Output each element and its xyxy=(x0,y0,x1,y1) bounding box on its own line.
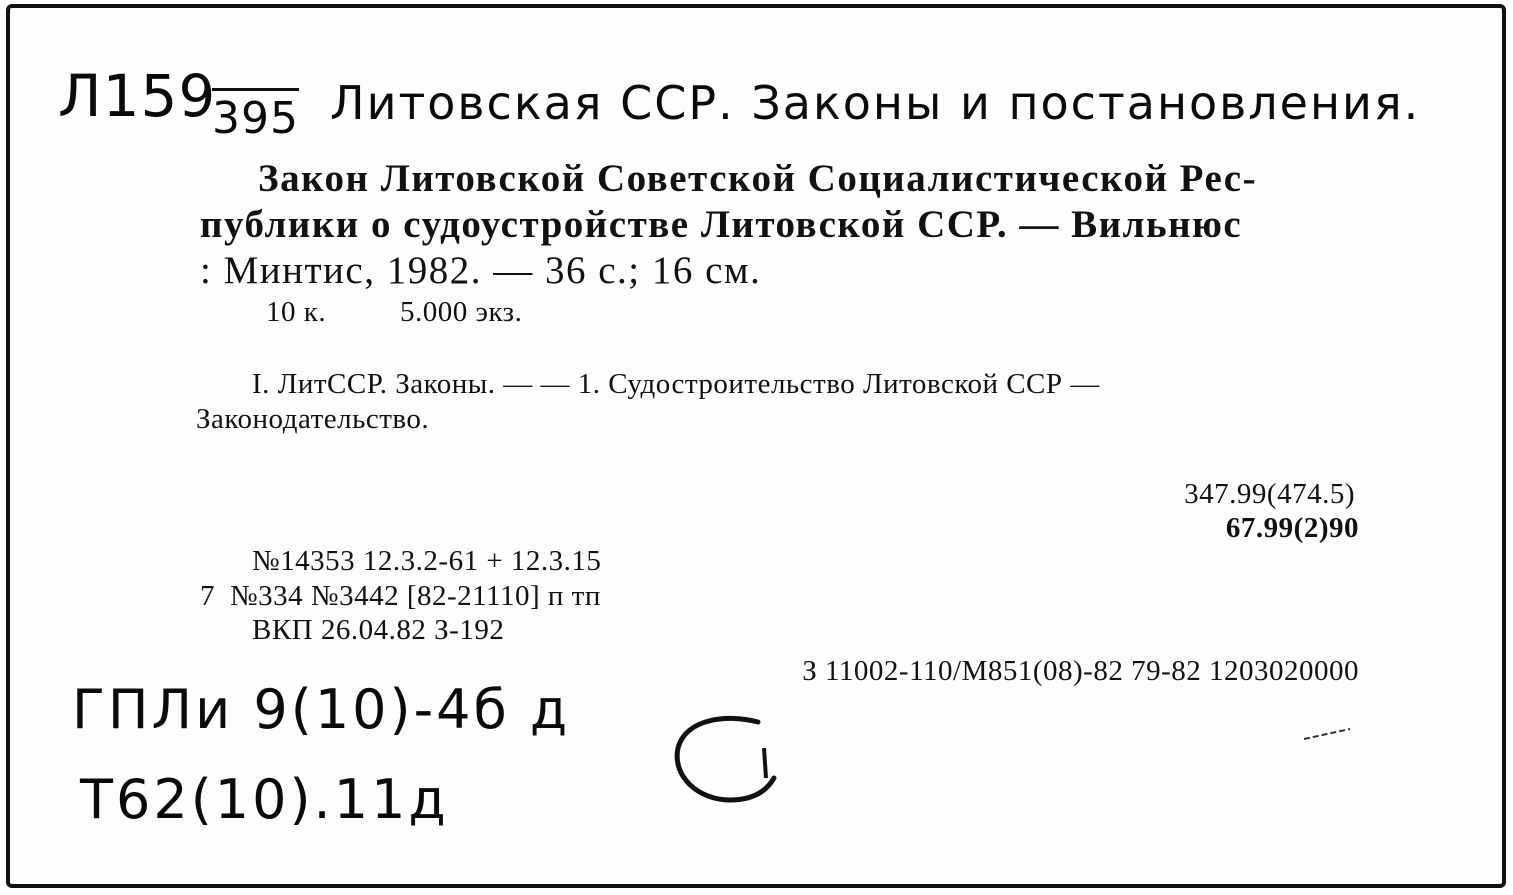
entry-subjects-line-2: Законодательство. xyxy=(196,403,430,435)
entry-title-line-2-text: публики о судоустройстве Литовской ССР. — Вильнюс xyxy=(200,203,1243,246)
handwritten-shelfmark: Л159 xyxy=(58,62,217,130)
entry-subjects-line-1: I. ЛитССР. Законы. — — 1. Судостроительство Литовской ССР — xyxy=(252,368,1100,400)
entry-title-line-2 xyxy=(200,202,1365,247)
handwritten-code-1: ГПЛи 9(10)-4б д xyxy=(72,678,571,741)
handwritten-heading: Литовская ССР. Законы и постановления. xyxy=(330,76,1421,130)
handwritten-circle-mark xyxy=(668,708,798,808)
technical-code: З 11002-110/М851(08)-82 79-82 1203020000 xyxy=(802,655,1359,687)
entry-imprint: : Минтис, 1982. — 36 с.; 16 см. xyxy=(200,249,762,292)
handwritten-code-2: Т62(10).11д xyxy=(80,768,449,831)
pencil-dash-mark xyxy=(1300,725,1360,745)
technical-line-2-prefix: 7 xyxy=(200,580,215,612)
technical-line-1: №14353 12.3.2-61 + 12.3.15 xyxy=(252,545,602,577)
entry-copies: 5.000 экз. xyxy=(400,296,523,328)
bbk-number: 67.99(2)90 xyxy=(1225,512,1359,544)
technical-line-2: №334 №3442 [82-21110] п тп xyxy=(230,580,601,612)
handwritten-shelf-number: 395 xyxy=(212,88,299,144)
entry-title-line-1: Закон Литовской Советской Социалистической Рес- xyxy=(258,157,1258,200)
udc-number: 347.99(474.5) xyxy=(1184,478,1355,510)
entry-price: 10 к. xyxy=(266,296,327,328)
technical-line-3: ВКП 26.04.82 З-192 xyxy=(252,614,505,646)
